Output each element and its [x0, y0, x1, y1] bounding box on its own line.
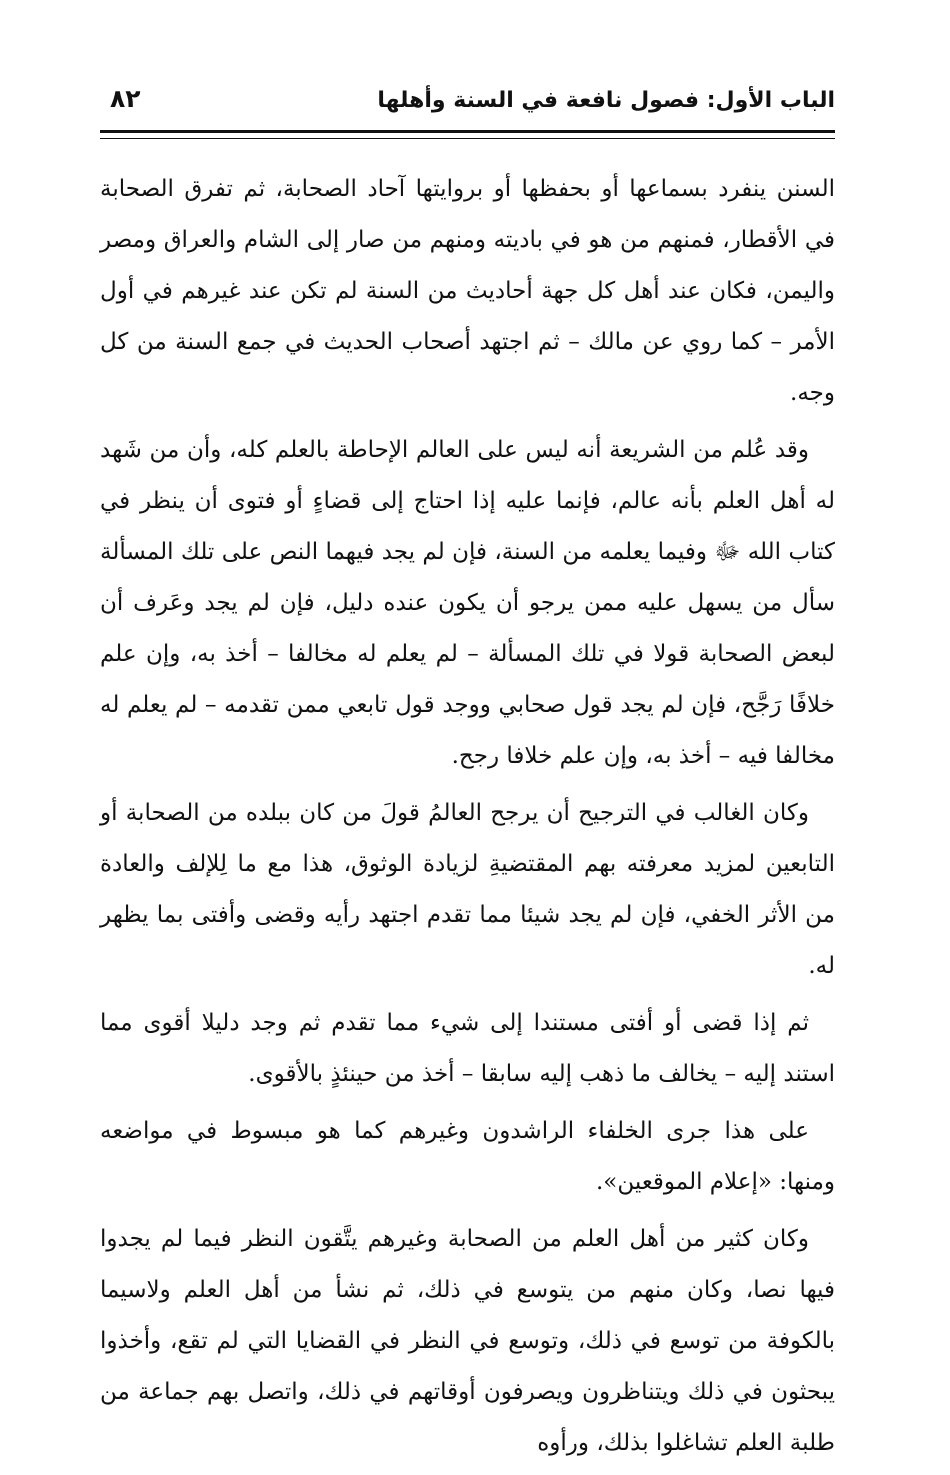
running-header	[100, 84, 835, 124]
paragraph: السنن ينفرد بسماعها أو بحفظها أو بروايتها آحاد الصحابة، ثم تفرق الصحابة في الأقطار، فمنهم من هو في باديته ومنهم من صار إلى الشام والعراق ومصر واليمن، فكان عند أهل كل جهة أحاديث من السنة لم تكن عند غيرهم في أول الأمر – كما روي عن مالك – ثم اجتهد أصحاب الحديث في جمع السنة من كل وجه.	[100, 176, 835, 406]
paragraph: على هذا جرى الخلفاء الراشدون وغيرهم كما هو مبسوط في مواضعه ومنها: «إعلام الموقعين».	[100, 1118, 835, 1195]
paragraph: وكان كثير من أهل العلم من الصحابة وغيرهم يتَّقون النظر فيما لم يجدوا فيها نصا، وكان منهم من يتوسع في ذلك، ثم نشأ من أهل العلم ولاسيما بالكوفة من توسع في ذلك، وتوسع في النظر في القضايا التي لم تقع، وأخذوا يبحثون في ذلك ويتناظرون ويصرفون أوقاتهم في ذلك، واتصل بهم جماعة من طلبة العلم تشاغلوا بذلك، ورأوه	[100, 1226, 835, 1456]
page-number: ٨٢	[110, 84, 141, 113]
paragraph: وقد عُلم من الشريعة أنه ليس على العالم الإحاطة بالعلم كله، وأن من شَهد له أهل العلم بأنه عالم، فإنما عليه إذا احتاج إلى قضاءٍ أو فتوى أن ينظر في كتاب الله ﷻ وفيما يعلمه من السنة، فإن لم يجد فيهما النص على تلك المسألة سأل من يسهل عليه ممن يرجو أن يكون عنده دليل، فإن لم يجد وعَرف أن لبعض الصحابة قولا في تلك المسألة – لم يعلم له مخالفا – أخذ به، وإن علم خلافًا رَجَّح، فإن لم يجد قول صحابي ووجد قول تابعي ممن تقدمه – لم يعلم له مخالفا فيه – أخذ به، وإن علم خلافا رجح.	[100, 437, 835, 769]
paragraph: وكان الغالب في الترجيح أن يرجح العالمُ قولَ من كان ببلده من الصحابة أو التابعين لمزيد معرفته بهم المقتضيةِ لزيادة الوثوق، هذا مع ما لِلإلف والعادة من الأثر الخفي، فإن لم يجد شيئا مما تقدم اجتهد رأيه وقضى وأفتى بما يظهر له.	[100, 800, 835, 979]
header-rule-thick	[100, 130, 835, 133]
chapter-title: الباب الأول: فصول نافعة في السنة وأهلها	[377, 88, 835, 113]
body-text	[100, 164, 835, 1475]
paragraph: ثم إذا قضى أو أفتى مستندا إلى شيء مما تقدم ثم وجد دليلا أقوى مما استند إليه – يخالف ما ذهب إليه سابقا – أخذ من حينئذٍ بالأقوى.	[100, 1010, 835, 1087]
header-rule-thin	[100, 138, 835, 139]
